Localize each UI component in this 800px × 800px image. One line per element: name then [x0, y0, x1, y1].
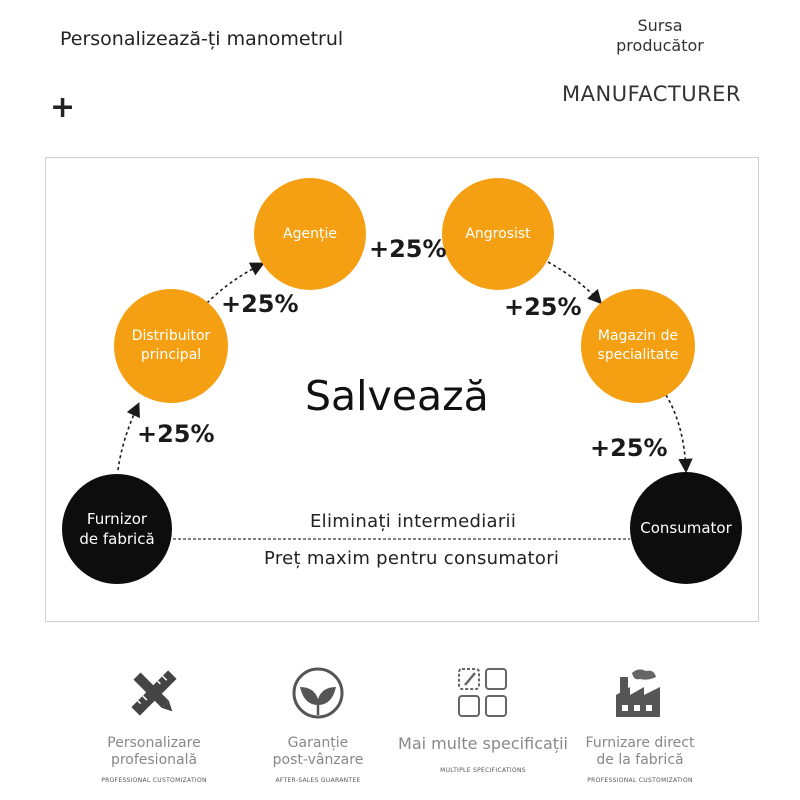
save-heading: Salvează [305, 372, 489, 420]
markup-label: +25% [221, 290, 299, 318]
factory-icon [612, 665, 668, 721]
markup-label: +25% [137, 420, 215, 448]
feature-name-line2: post-vânzare [272, 752, 364, 768]
plus-icon: + [50, 90, 76, 125]
source-line-2: producător [616, 36, 704, 55]
feature-name-line2: de la fabrică [596, 752, 684, 768]
feature-name-line1: Personalizare [107, 735, 201, 751]
feature-direct-factory [565, 665, 715, 784]
feature-name-line2: profesională [110, 752, 198, 768]
feature-name-line1: Furnizare direct [585, 735, 695, 751]
feature-subtitle: PROFESSIONAL CUSTOMIZATION [587, 777, 693, 784]
arrow-factory-to-distributor [118, 405, 138, 470]
node-agency: Agenție [254, 178, 366, 290]
feature-subtitle: AFTER-SALES GUARANTEE [275, 777, 361, 784]
markup-label: +25% [590, 434, 668, 462]
node-wholesaler: Angrosist [442, 178, 554, 290]
node-consumer: Consumator [630, 472, 742, 584]
eliminate-middlemen-text: Eliminați intermediarii [310, 511, 517, 532]
feature-subtitle: PROFESSIONAL CUSTOMIZATION [101, 777, 207, 784]
node-specialty-store: Magazin de specialitate [581, 289, 695, 403]
node-factory-supplier: Furnizor de fabrică [62, 474, 172, 584]
source-line-1: Sursa [637, 16, 683, 35]
feature-after-sales [243, 665, 393, 784]
manufacturer-label: MANUFACTURER [562, 82, 742, 106]
feature-name-line1: Garanție [287, 735, 349, 751]
feature-customization [79, 665, 229, 784]
feature-name-line1: Mai multe specificații [398, 734, 568, 753]
markup-label: +25% [504, 293, 582, 321]
page-title: Personalizează-ți manometrul [60, 28, 344, 50]
node-main-distributor: Distribuitor principal [114, 289, 228, 403]
arrow-specialty-to-consumer [666, 395, 686, 470]
markup-label: +25% [369, 235, 447, 263]
grid-specs-icon [455, 665, 511, 721]
feature-specifications [398, 665, 568, 774]
max-price-text: Preț maxim pentru consumatori [264, 548, 560, 569]
feature-subtitle: MULTIPLE SPECIFICATIONS [440, 767, 526, 774]
sprout-icon [290, 665, 346, 721]
ruler-pencil-icon [126, 665, 182, 721]
